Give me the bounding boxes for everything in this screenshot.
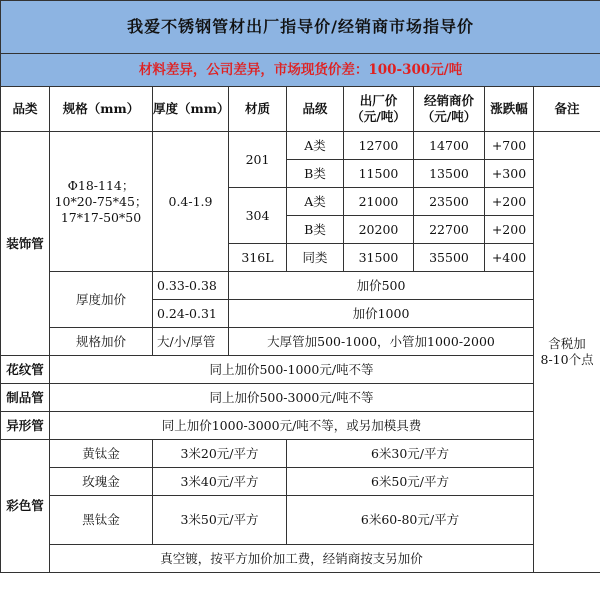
thickness-surcharge: 加价500 <box>229 272 534 300</box>
header-material: 材质 <box>229 87 287 132</box>
price-difference-note: 材料差异，公司差异，市场现货价差：100-300元/吨 <box>1 54 600 87</box>
factory-price: 31500 <box>344 244 414 272</box>
change: +300 <box>485 160 534 188</box>
factory-price: 12700 <box>344 132 414 160</box>
page-title: 我爱不锈钢管材出厂指导价/经销商市场指导价 <box>1 1 600 54</box>
table-row <box>1 356 600 384</box>
color-name: 黄钛金 <box>50 440 153 468</box>
product-surcharge: 同上加价500-3000元/吨不等 <box>50 384 534 412</box>
dealer-price: 35500 <box>414 244 485 272</box>
dealer-price: 22700 <box>414 216 485 244</box>
material-201: 201 <box>229 132 287 188</box>
thickness-cell: 0.4-1.9 <box>153 132 229 272</box>
dealer-price: 14700 <box>414 132 485 160</box>
change: +700 <box>485 132 534 160</box>
dealer-price: 13500 <box>414 160 485 188</box>
thickness-range: 0.24-0.31 <box>153 300 229 328</box>
spec-surcharge-range: 大/小/厚管 <box>153 328 229 356</box>
color-name: 黑钛金 <box>50 496 153 545</box>
header-note: 备注 <box>534 87 600 132</box>
category-pattern: 花纹管 <box>1 356 50 384</box>
category-product: 制品管 <box>1 384 50 412</box>
change: +200 <box>485 188 534 216</box>
header-spec: 规格（mm） <box>50 87 153 132</box>
category-color: 彩色管 <box>1 440 50 573</box>
thickness-surcharge-label: 厚度加价 <box>50 272 153 328</box>
header-thickness: 厚度（mm） <box>153 87 229 132</box>
price-6m: 6米60-80元/平方 <box>287 496 534 545</box>
table-row <box>1 545 600 573</box>
grade: A类 <box>287 132 344 160</box>
table-row <box>1 496 600 545</box>
shaped-surcharge: 同上加价1000-3000元/吨不等，或另加模具费 <box>50 412 534 440</box>
price-6m: 6米30元/平方 <box>287 440 534 468</box>
material-304: 304 <box>229 188 287 244</box>
category-shaped: 异形管 <box>1 412 50 440</box>
header-dealer-price: 经销商价 （元/吨） <box>414 87 485 132</box>
color-name: 玫瑰金 <box>50 468 153 496</box>
table-row <box>1 272 600 300</box>
dealer-price: 23500 <box>414 188 485 216</box>
pattern-surcharge: 同上加价500-1000元/吨不等 <box>50 356 534 384</box>
grade: B类 <box>287 216 344 244</box>
header-change: 涨跌幅 <box>485 87 534 132</box>
header-category: 品类 <box>1 87 50 132</box>
change: +400 <box>485 244 534 272</box>
factory-price: 20200 <box>344 216 414 244</box>
header-factory-price: 出厂价 （元/吨） <box>344 87 414 132</box>
category-decorative: 装饰管 <box>1 132 50 356</box>
table-row <box>1 328 600 356</box>
factory-price: 11500 <box>344 160 414 188</box>
thickness-range: 0.33-0.38 <box>153 272 229 300</box>
price-3m: 3米40元/平方 <box>153 468 287 496</box>
color-footer: 真空镀，按平方加价加工费，经销商按支另加价 <box>50 545 534 573</box>
table-row <box>1 468 600 496</box>
change: +200 <box>485 216 534 244</box>
table-row <box>1 132 600 160</box>
spec-surcharge-label: 规格加价 <box>50 328 153 356</box>
header-grade: 品级 <box>287 87 344 132</box>
price-3m: 3米50元/平方 <box>153 496 287 545</box>
price-3m: 3米20元/平方 <box>153 440 287 468</box>
grade: A类 <box>287 188 344 216</box>
grade: 同类 <box>287 244 344 272</box>
price-6m: 6米50元/平方 <box>287 468 534 496</box>
spec-surcharge: 大厚管加500-1000，小管加1000-2000 <box>229 328 534 356</box>
material-316l: 316L <box>229 244 287 272</box>
factory-price: 21000 <box>344 188 414 216</box>
table-row <box>1 384 600 412</box>
note-cell: 含税加 8-10个点 <box>534 132 600 573</box>
grade: B类 <box>287 160 344 188</box>
table-row <box>1 412 600 440</box>
thickness-surcharge: 加价1000 <box>229 300 534 328</box>
table-row <box>1 440 600 468</box>
header-row <box>1 87 600 132</box>
spec-cell: Φ18-114； 10*20-75*45； 17*17-50*50 <box>50 132 153 272</box>
